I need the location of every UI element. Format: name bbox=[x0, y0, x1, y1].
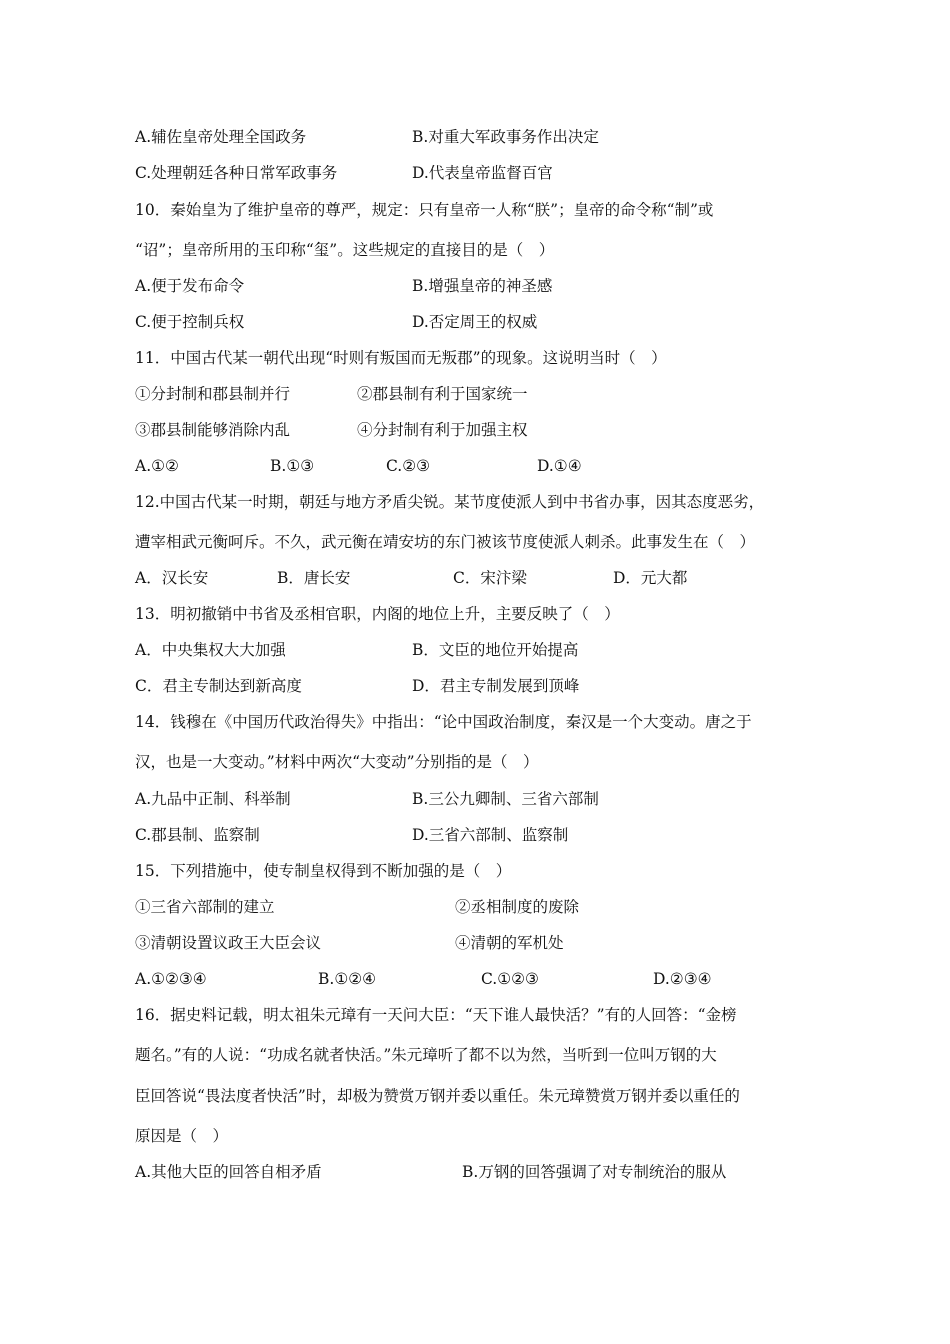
q13-option-c: C．君主专制达到新高度 bbox=[135, 677, 302, 695]
q15-option-c: C.①②③ bbox=[481, 970, 539, 988]
q15-statement-4: ④清朝的军机处 bbox=[455, 934, 564, 952]
q10-option-c: C.便于控制兵权 bbox=[135, 313, 245, 331]
q16-stem-line-1: 16．据史料记载，明太祖朱元璋有一天问大臣：“天下谁人最快活？”有的人回答：“金榜 bbox=[135, 1006, 737, 1024]
q11-statement-4: ④分封制有利于加强主权 bbox=[357, 421, 528, 439]
q16-stem-line-4: 原因是（ ） bbox=[135, 1127, 229, 1145]
q11-statement-1: ①分封制和郡县制并行 bbox=[135, 385, 291, 403]
q16-stem-line-2: 题名。”有的人说：“功成名就者快活。”朱元璋听了都不以为然，当听到一位叫万钢的大 bbox=[135, 1046, 717, 1064]
q11-option-a: A.①② bbox=[135, 457, 179, 475]
q15-statement-3: ③清朝设置议政王大臣会议 bbox=[135, 934, 322, 952]
q15-option-b: B.①②④ bbox=[318, 970, 377, 988]
q11-stem: 11．中国古代某一朝代出现“时则有叛国而无叛郡”的现象。这说明当时（ ） bbox=[135, 349, 667, 367]
q16-stem-line-3: 臣回答说“畏法度者快活”时，却极为赞赏万钢并委以重任。朱元璋赞赏万钢并委以重任的 bbox=[135, 1087, 740, 1105]
q13-stem: 13．明初撤销中书省及丞相官职，内阁的地位上升，主要反映了（ ） bbox=[135, 605, 620, 623]
q15-stem: 15．下列措施中，使专制皇权得到不断加强的是（ ） bbox=[135, 862, 512, 880]
q14-option-c: C.郡县制、监察制 bbox=[135, 826, 260, 844]
q11-option-b: B.①③ bbox=[270, 457, 315, 475]
q13-option-a: A．中央集权大大加强 bbox=[135, 641, 286, 659]
q12-option-c: C．宋汴梁 bbox=[453, 569, 527, 587]
q12-stem-line-2: 遭宰相武元衡呵斥。不久，武元衡在靖安坊的东门被该节度使派人刺杀。此事发生在（ ） bbox=[135, 533, 756, 551]
q13-option-d: D．君主专制发展到顶峰 bbox=[412, 677, 580, 695]
q11-statement-2: ②郡县制有利于国家统一 bbox=[357, 385, 528, 403]
q12-option-a: A．汉长安 bbox=[135, 569, 209, 587]
q16-option-b: B.万钢的回答强调了对专制统治的服从 bbox=[462, 1163, 727, 1181]
q10-option-b: B.增强皇帝的神圣感 bbox=[412, 277, 553, 295]
q11-option-c: C.②③ bbox=[386, 457, 431, 475]
q9-option-a: A.辅佐皇帝处理全国政务 bbox=[135, 128, 307, 146]
q12-stem-line-1: 12.中国古代某一时期，朝廷与地方矛盾尖锐。某节度使派人到中书省办事，因其态度恶劣， bbox=[135, 493, 765, 511]
q15-option-a: A.①②③④ bbox=[135, 970, 207, 988]
q14-option-b: B.三公九卿制、三省六部制 bbox=[412, 790, 599, 808]
q10-stem-line-2: “诏”；皇帝所用的玉印称“玺”。这些规定的直接目的是（ ） bbox=[135, 241, 555, 259]
q15-statement-2: ②丞相制度的废除 bbox=[455, 898, 580, 916]
q13-option-b: B．文臣的地位开始提高 bbox=[412, 641, 579, 659]
q9-option-b: B.对重大军政事务作出决定 bbox=[412, 128, 599, 146]
q9-option-d: D.代表皇帝监督百官 bbox=[412, 164, 553, 182]
q16-option-a: A.其他大臣的回答自相矛盾 bbox=[135, 1163, 322, 1181]
q11-option-d: D.①④ bbox=[537, 457, 582, 475]
q11-statement-3: ③郡县制能够消除内乱 bbox=[135, 421, 291, 439]
q10-option-a: A.便于发布命令 bbox=[135, 277, 245, 295]
q12-option-d: D．元大都 bbox=[613, 569, 688, 587]
q10-option-d: D.否定周王的权威 bbox=[412, 313, 538, 331]
q14-stem-line-2: 汉，也是一大变动。”材料中两次“大变动”分别指的是（ ） bbox=[135, 753, 539, 771]
q9-option-c: C.处理朝廷各种日常军政事务 bbox=[135, 164, 338, 182]
q14-stem-line-1: 14．钱穆在《中国历代政治得失》中指出：“论中国政治制度，秦汉是一个大变动。唐之于 bbox=[135, 713, 752, 731]
q14-option-a: A.九品中正制、科举制 bbox=[135, 790, 291, 808]
q10-stem-line-1: 10．秦始皇为了维护皇帝的尊严，规定：只有皇帝一人称“朕”；皇帝的命令称“制”或 bbox=[135, 201, 714, 219]
q14-option-d: D.三省六部制、监察制 bbox=[412, 826, 569, 844]
q15-statement-1: ①三省六部制的建立 bbox=[135, 898, 275, 916]
q15-option-d: D.②③④ bbox=[653, 970, 712, 988]
q12-option-b: B．唐长安 bbox=[277, 569, 351, 587]
